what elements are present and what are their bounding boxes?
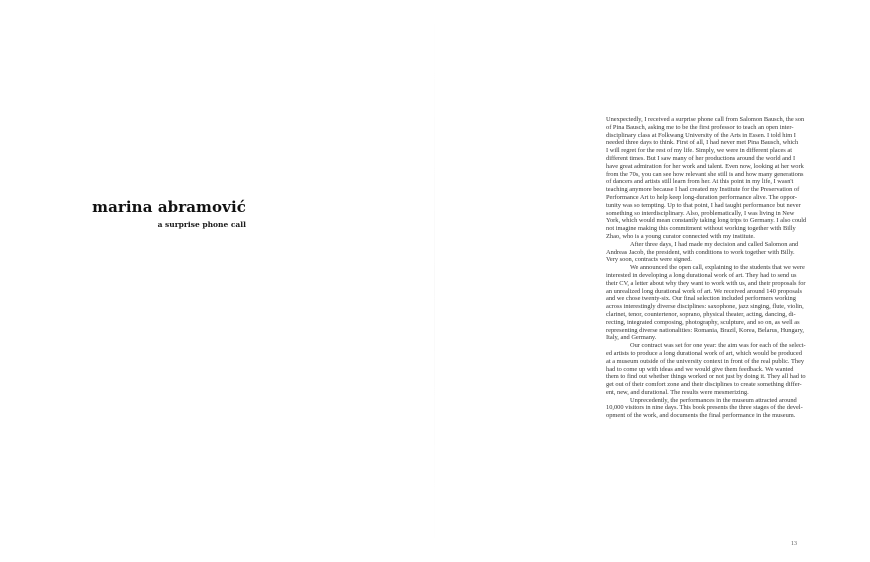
text-line: them to find out whether things worked or not just by doing it. They all had to	[606, 373, 806, 381]
page-number: 13	[791, 541, 797, 547]
title-block	[92, 198, 246, 230]
text-line: needed three days to think. First of all, I had never met Pina Bausch, which	[606, 139, 799, 147]
text-line: I will regret for the rest of my life. Simply, we were in different places at	[606, 147, 792, 155]
text-line: across interestingly diverse disciplines: saxophone, jazz singing, flute, violin,	[606, 303, 804, 311]
text-line: an unrealized long durational work of art. We received around 140 proposals	[606, 287, 802, 295]
text-line: Unprecedently, the performances in the museum attracted around	[630, 396, 797, 404]
text-line: at a museum outside of the university context in front of the real public. They	[606, 357, 805, 365]
text-line: Very soon, contracts were signed.	[606, 256, 692, 264]
text-line: tunity was so tempting. Up to that point, I had taught performance but never	[606, 201, 801, 209]
text-line: their CV, a letter about why they want to work with us, and their proposals for	[606, 279, 806, 287]
text-line: Unexpectedly, I received a surprise phone call from Salomon Bausch, the son	[606, 116, 805, 123]
text-line: Andreas Jacob, the president, with conditions to work together with Billy.	[606, 248, 795, 256]
text-line: had to come up with ideas and we would give them feedback. We wanted	[606, 365, 794, 373]
text-line: York, which would mean constantly taking long trips to Germany. I also could	[606, 217, 807, 225]
author-name: marina abramović	[92, 198, 246, 216]
text-line: of dancers and artists still learn from her. At this point in my life, I wasn't	[606, 178, 794, 186]
text-line: Our contract was set for one year: the aim was for each of the select-	[630, 342, 806, 350]
chapter-subtitle: a surprise phone call	[157, 220, 246, 229]
body-text	[606, 116, 854, 420]
text-line: teaching anymore because I had created my Institute for the Preservation of	[606, 186, 800, 194]
text-line: ed artists to produce a long durational work of art, which would be produced	[606, 349, 802, 357]
text-line: clarinet, tenor, countertenor, soprano, physical theater, acting, dancing, di-	[606, 310, 796, 318]
text-line: We announced the open call, explaining to the students that we were	[630, 264, 805, 272]
text-line: Zhao, who is a young curator connected with my institute.	[606, 232, 755, 240]
text-line: representing diverse nationalities: Romania, Brazil, Korea, Belarus, Hungary,	[606, 326, 804, 334]
text-line: have great admiration for her work and talent. Even now, looking at her work	[606, 162, 804, 170]
text-line: different times. But I saw many of her productions around the world and I	[606, 154, 796, 162]
text-line: something so interdisciplinary. Also, problematically, I was living in New	[606, 209, 795, 217]
gutter	[434, 0, 435, 562]
text-line: 10,000 visitors in nine days. This book presents the three stages of the devel-	[606, 404, 803, 412]
text-line: of Pina Bausch, asking me to be the first professor to teach an open inter-	[606, 123, 794, 131]
text-line: not imagine making this commitment without working together with Billy	[606, 225, 796, 233]
text-line: interested in developing a long durational work of art. They had to send us	[606, 271, 797, 279]
text-line: and we chose twenty-six. Our final selection included performers working	[606, 295, 796, 303]
text-line: disciplinary class at Folkwang University of the Arts in Essen. I told him I	[606, 131, 796, 139]
text-line: Italy, and Germany.	[606, 334, 657, 342]
text-line: After three days, I had made my decision and called Salomon and	[630, 240, 799, 248]
text-line: get out of their comfort zone and their disciplines to create something differ-	[606, 381, 802, 389]
text-line: Performance Art to help keep long-duration performance alive. The oppor-	[606, 193, 798, 201]
text-line: recting, integrated composing, photography, sculpture, and so on, as well as	[606, 318, 800, 326]
text-line: ent, new, and durational. The results were mesmerizing.	[606, 388, 749, 396]
text-line: from the 70s, you can see how relevant she still is and how many generations	[606, 170, 804, 178]
text-line: opment of the work, and documents the final performance in the museum.	[606, 412, 796, 420]
